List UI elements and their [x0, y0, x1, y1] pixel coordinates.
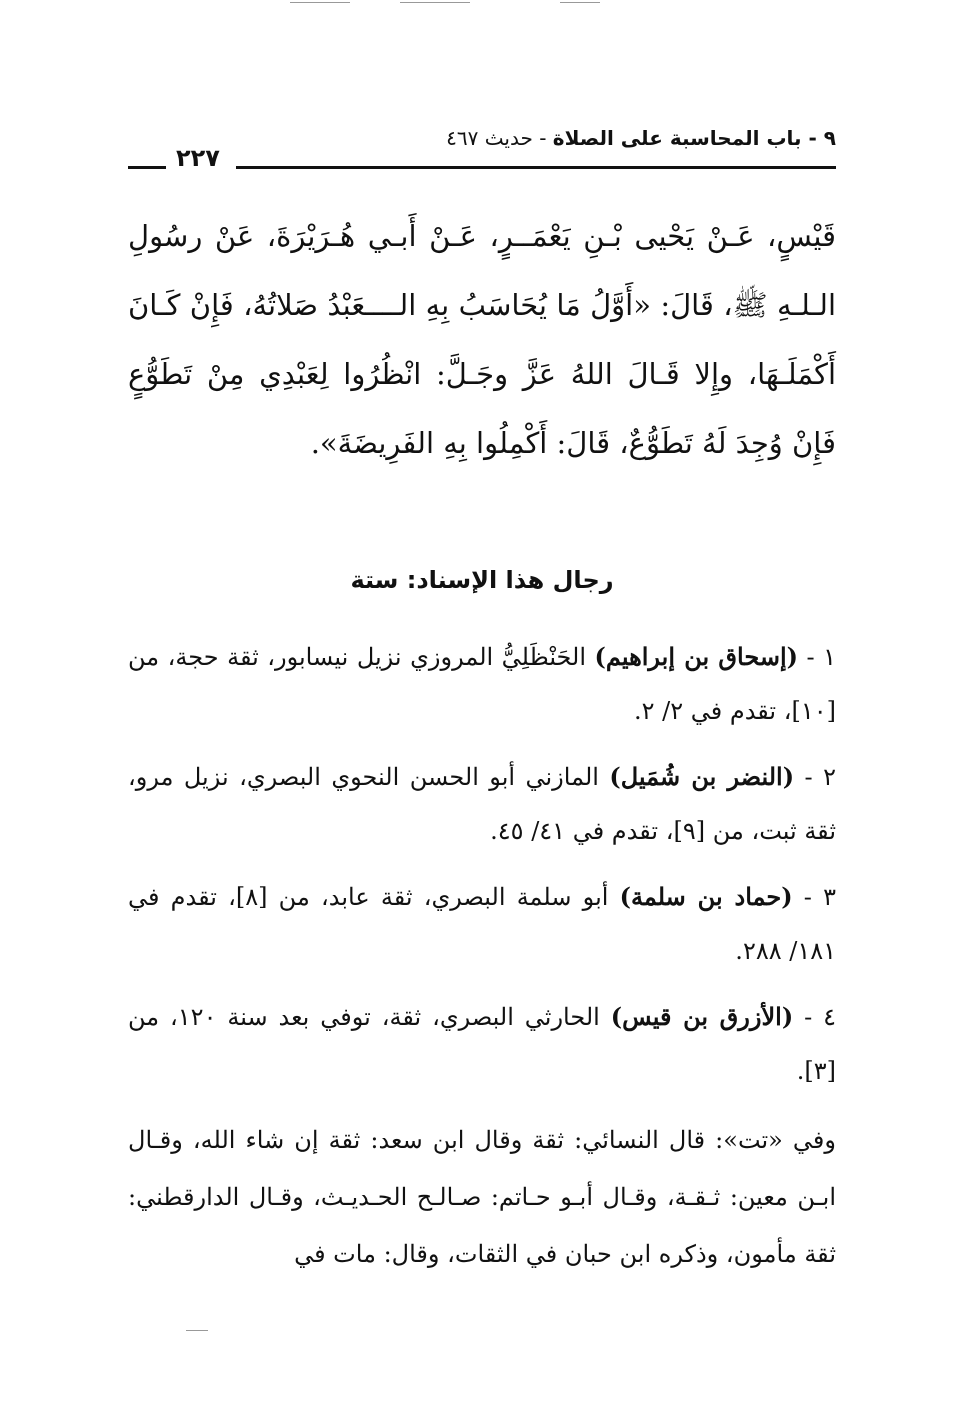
running-title [446, 126, 836, 150]
hadith-reference: - حديث ٤٦٧ [446, 126, 553, 150]
narrator-name: (إسحاق بن إبراهيم) [594, 642, 798, 671]
scan-mark [400, 2, 470, 3]
narrator-entry [128, 990, 836, 1098]
narrator-entry [128, 870, 836, 978]
narrator-number: ٤ - [793, 1003, 836, 1031]
narrator-name: (حماد بن سلمة) [619, 882, 793, 911]
narrator-number: ١ - [797, 643, 836, 671]
narrator-entry [128, 630, 836, 738]
narrator-entry [128, 750, 836, 858]
hadith-text: قَيْسٍ، عَـنْ يَحْيى بْـنِ يَعْمَــرٍ، عَـنْ أَبـي هُـرَيْرَةَ، عَنْ رسُولِ الـلـهِ ﷺ، قَالَ: «أَوَّلُ مَا يُحَاسَبُ بِهِ الــــعَبْدُ صَلاتُهُ، فَإِنْ كَـانَ أَكْمَلَـهَا، وإِلا قَـالَ اللهُ عَزَّ وجَـلَّ: انْظُرُوا لِعَبْدِي مِنْ تَطَوُّعٍ فَإِنْ وُجِدَ لَهُ تَطَوُّعٌ، قَالَ: أَكْمِلُوا بِهِ الفَرِيضَةَ». [128, 219, 836, 460]
narrator-details: الحارثي البصري، ثقة، توفي بعد سنة ١٢٠، من [٣]. [128, 1003, 836, 1085]
narrators-list [128, 630, 836, 1110]
narrator-number: ٣ - [792, 883, 836, 911]
page-number-dash [128, 166, 166, 169]
narrator-details: أبو سلمة البصري، ثقة عابد، من [٨]، تقدم في ١٨١/ ٢٨٨. [128, 883, 836, 965]
narrator-details: المازني أبو الحسن النحوي البصري، نزيل مرو، ثقة ثبت، من [٩]، تقدم في ٤١/ ٤٥. [128, 763, 836, 845]
narrator-number: ٢ - [794, 763, 836, 791]
scan-mark [560, 2, 600, 3]
commentary-note [128, 1112, 836, 1283]
page-header [128, 126, 836, 172]
page-number: ٢٢٧ [176, 144, 220, 172]
note-paragraph: وفي «تت»: قال النسائي: ثقة وقال ابن سعد: ثقة إن شاء الله، وقـال ابـن معين: ثـقـة، وقـال أبـو حـاتم: صـالـح الحـديـث، وقـال الدارقطني: ثقة مأمون، وذكره ابن حبان في الثقات، وقال: مات في [128, 1126, 836, 1268]
scan-mark [186, 1330, 208, 1331]
narrator-name: (النضر بن شُمَيل) [609, 762, 795, 791]
narrator-details: الحَنْظَلِيُّ المروزي نزيل نيسابور، ثقة حجة، من [١٠]، تقدم في ٢/ ٢. [128, 643, 836, 725]
chapter-title: ٩ - باب المحاسبة على الصلاة [552, 126, 836, 150]
section-heading: رجال هذا الإسناد: ستة [350, 566, 614, 594]
header-rule [236, 166, 836, 169]
scan-mark [290, 2, 350, 3]
narrator-name: (الأزرق بن قيس) [610, 1002, 794, 1031]
